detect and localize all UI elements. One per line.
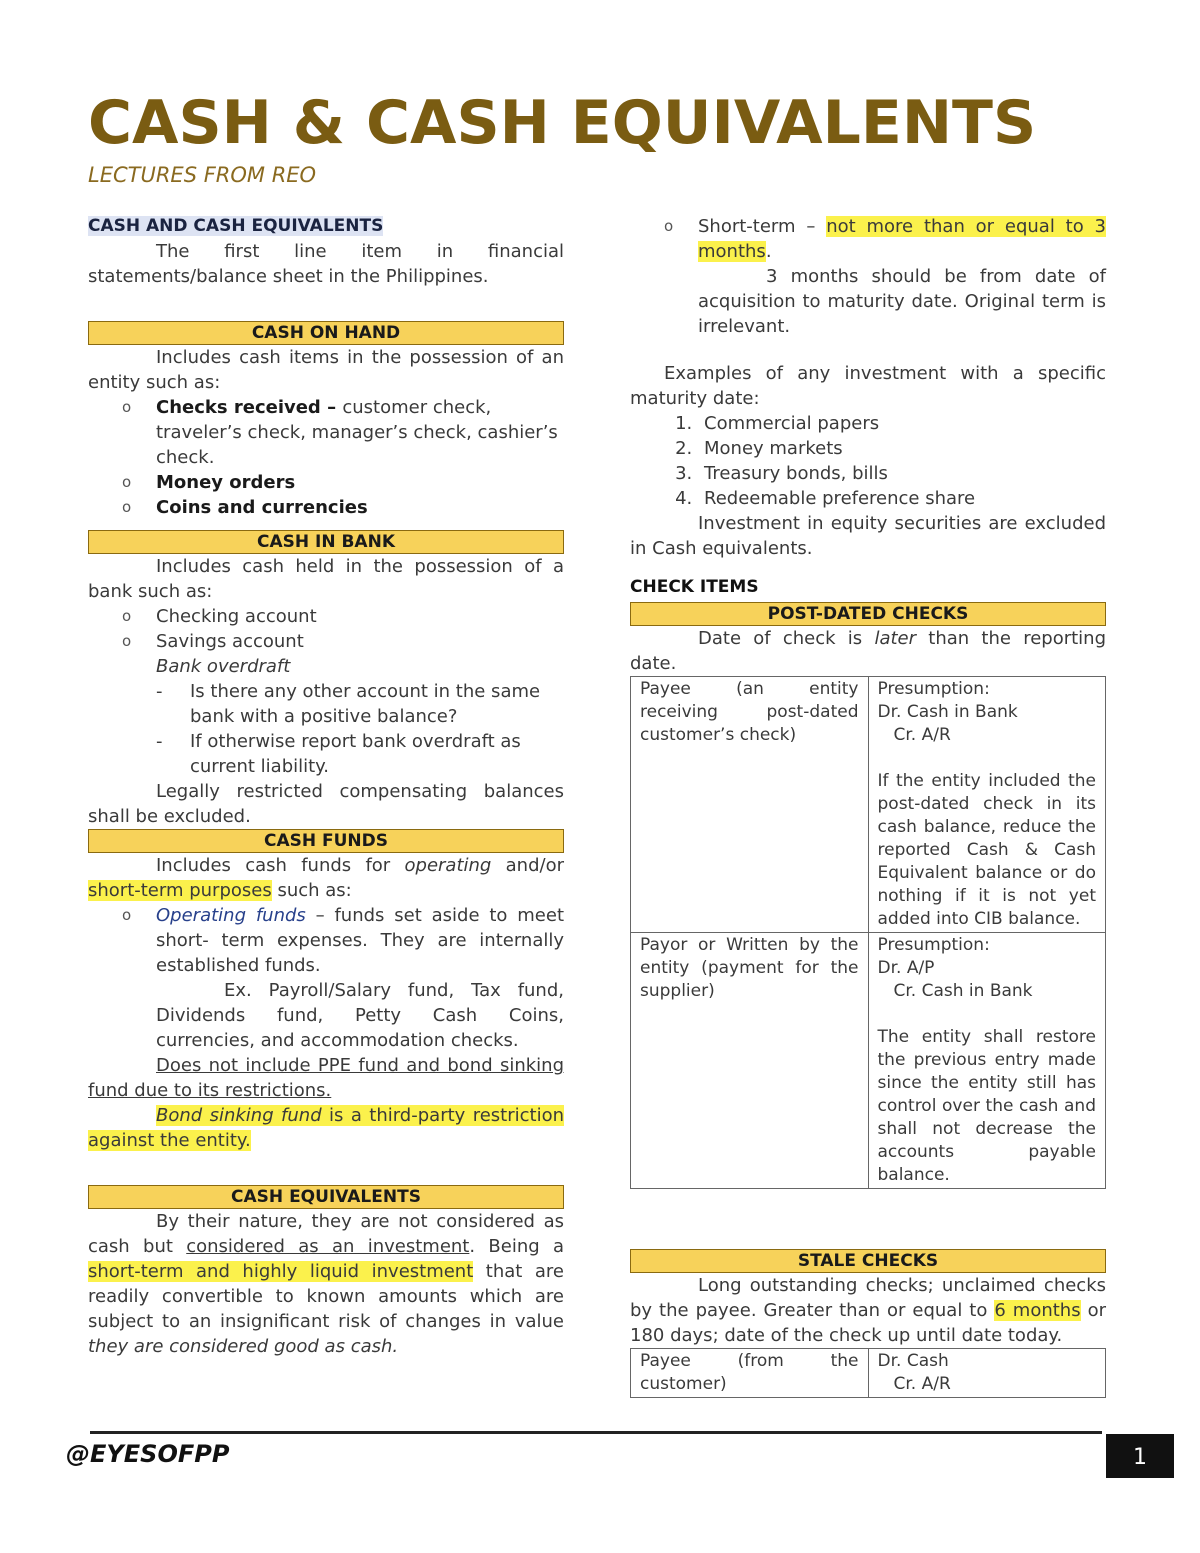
bond-sinking-note: Bond sinking fund is a third-party restriction against the entity. [88,1105,564,1151]
cib-list [88,604,564,654]
coh-list [88,395,564,520]
table-cell: Dr. Cash Cr. A/R [868,1349,1106,1398]
heading-cash-equivalents: CASH EQUIVALENTS [88,1185,564,1209]
table-row [631,1349,1106,1398]
funds-text: Includes cash funds for operating and/or short-term purposes such as: [88,855,564,901]
table-cell: Payee (from the customer) [631,1349,869,1398]
short-term-list [630,214,1106,264]
page-title: CASH & CASH EQUIVALENTS [88,88,1037,158]
author-handle: @EYESOFPP [66,1440,230,1468]
ce-text: By their nature, they are not considered as cash but considered as an investment. Being a short-term and highly liquid investment that are readily convertible to known amounts which are subject to an insignificant risk of changes in value they are considered good as cash. [88,1211,565,1357]
cib-text: Includes cash held in the possession of a bank such as: [88,556,564,602]
heading-stale-checks: STALE CHECKS [630,1249,1106,1273]
table-row [631,933,1106,1189]
section-heading-cce: CASH AND CASH EQUIVALENTS [88,216,384,236]
funds-example: Ex. Payroll/Salary fund, Tax fund, Dividends fund, Petty Cash Coins, currencies, and accommodation checks. [156,980,564,1051]
page-number: 1 [1106,1434,1174,1478]
footer-divider [90,1431,1102,1434]
short-term-note: 3 months should be from date of acquisition to maturity date. Original term is irrelevant. [698,266,1106,337]
list-item: o Coins and currencies [156,495,564,520]
table-cell: Presumption: Dr. A/P Cr. Cash in Bank The entity shall restore the previous entry made since the entity still has control over the cash and shall not decrease the accounts payable balance. [868,933,1106,1189]
examples-intro: Examples of any investment with a specific maturity date: [630,363,1106,409]
list-item: o Short-term – not more than or equal to 3 months. [698,214,1106,264]
table-cell: Presumption: Dr. Cash in Bank Cr. A/R If the entity included the post-dated check in its cash balance, reduce the reported Cash & Cash Equivalent balance or do nothing if it is not yet added into CIB balance. [868,677,1106,933]
list-item: o Money orders [156,470,564,495]
overdraft-list [88,679,564,779]
table-cell: Payor or Written by the entity (payment for the supplier) [631,933,869,1189]
heading-cash-funds: CASH FUNDS [88,829,564,853]
list-item: o Operating funds – funds set aside to meet short- term expenses. They are internally established funds. [156,903,564,978]
right-column [630,214,1106,1398]
excluded-text: Investment in equity securities are excluded in Cash equivalents. [630,513,1106,559]
stale-table [630,1348,1106,1398]
heading-cash-on-hand: CASH ON HAND [88,321,564,345]
list-item: 3. Treasury bonds, bills [698,461,1106,486]
left-column [88,214,564,1359]
list-item: o Checking account [156,604,564,629]
check-items-heading: CHECK ITEMS [630,577,759,597]
pdc-text: Date of check is later than the reporting date. [630,628,1107,674]
list-item: 4. Redeemable preference share [698,486,1106,511]
page-subtitle: LECTURES FROM REO [88,163,317,187]
table-row [631,677,1106,933]
heading-cash-in-bank: CASH IN BANK [88,530,564,554]
list-item: 2. Money markets [698,436,1106,461]
table-cell: Payee (an entity receiving post-dated customer’s check) [631,677,869,933]
restricted-text: Legally restricted compensating balances shall be excluded. [88,781,564,827]
heading-post-dated-checks: POST-DATED CHECKS [630,602,1106,626]
stale-text: Long outstanding checks; unclaimed checks by the payee. Greater than or equal to 6 months or 180 days; date of the check up until date today. [630,1275,1106,1346]
funds-list [88,903,564,978]
funds-not-include: Does not include PPE fund and bond sinking fund due to its restrictions. [88,1055,564,1101]
list-item: - Is there any other account in the same bank with a positive balance? [190,679,564,729]
list-item: o Savings account [156,629,564,654]
examples-list [630,411,1106,511]
list-item: 1. Commercial papers [698,411,1106,436]
list-item: o Checks received – customer check, traveler’s check, manager’s check, cashier’s check. [156,395,564,470]
pdc-table [630,676,1106,1189]
coh-text: Includes cash items in the possession of an entity such as: [88,347,564,393]
list-item: - If otherwise report bank overdraft as current liability. [190,729,564,779]
intro-text: The first line item in financial statements/balance sheet in the Philippines. [88,241,564,287]
bank-overdraft: Bank overdraft [156,656,291,677]
